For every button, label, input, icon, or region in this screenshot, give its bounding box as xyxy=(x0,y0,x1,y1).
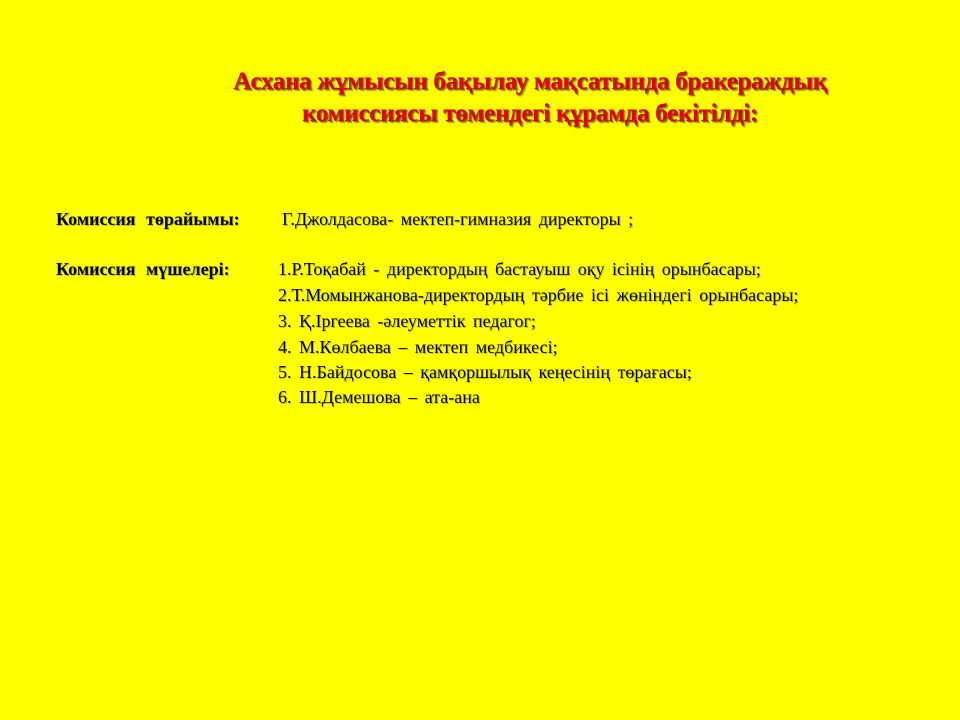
member-item-3: 3. Қ.Іргеева -әлеуметтік педагог; xyxy=(278,311,536,331)
title-line-2: комиссиясы төмендегі құрамда бекітілді: xyxy=(302,100,758,127)
title-line-1: Асхана жұмысын бақылау мақсатында бракераждық xyxy=(233,68,827,95)
member-item-4: 4. М.Көлбаева – мектеп медбикесі; xyxy=(278,337,558,357)
chair-value: Г.Джолдасова- мектеп-гимназия директоры ; xyxy=(282,209,634,229)
member-item-1: 1.Р.Тоқабай - директордың бастауыш оқу ісінің орынбасары; xyxy=(278,259,761,279)
member-item-6: 6. Ш.Демешова – ата-ана xyxy=(278,387,480,407)
slide-title xyxy=(160,66,900,130)
member-item-5: 5. Н.Байдосова – қамқоршылық кеңесінің төрағасы; xyxy=(278,362,692,382)
member-item-2: 2.Т.Момынжанова-директордың тәрбие ісі жөніндегі орынбасары; xyxy=(278,285,799,305)
chair-label: Комиссия төрайымы: xyxy=(56,209,240,229)
members-label: Комиссия мүшелері: xyxy=(56,259,230,279)
